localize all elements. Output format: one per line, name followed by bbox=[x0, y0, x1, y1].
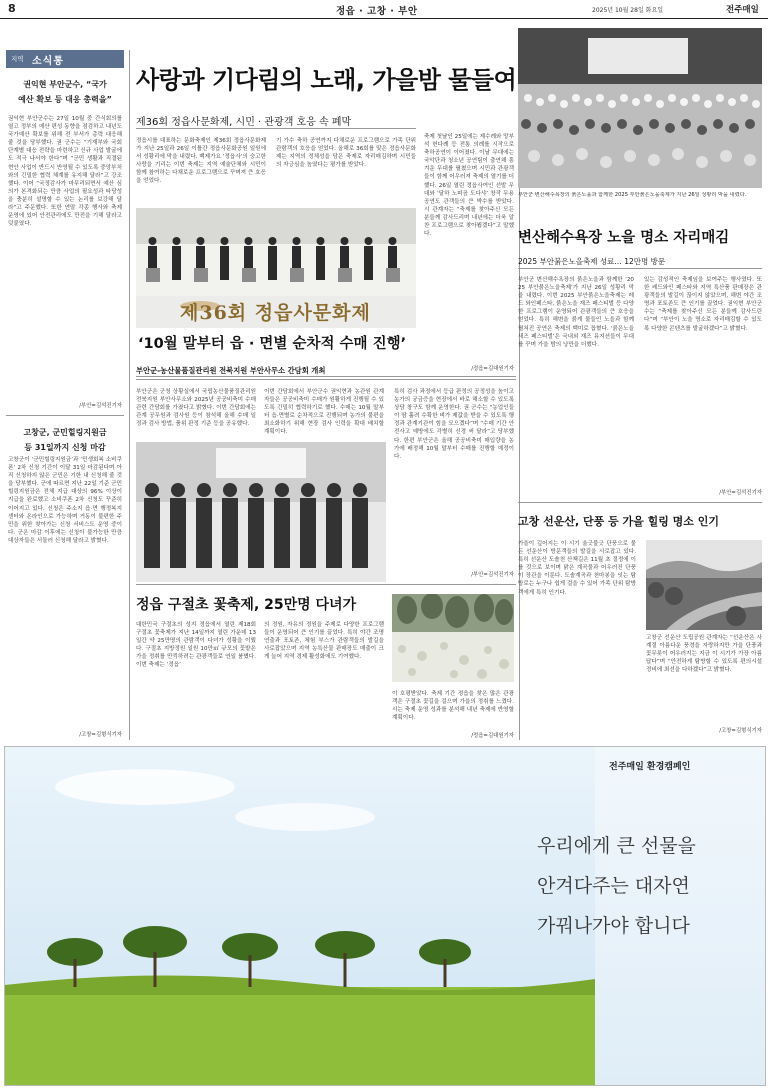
lead-byline: /정읍=김대원기자 bbox=[471, 366, 514, 372]
meeting-byline: /부안=김석진기자 bbox=[471, 572, 514, 578]
sunset-bottom-rule bbox=[518, 502, 762, 503]
sidebar-story2-title-line1: 고창군, 군민힐링지원금 bbox=[23, 428, 107, 437]
lead-sub-rule bbox=[136, 128, 416, 129]
meeting-headline: ‘10월 말부터 읍 · 면별 순차적 수매 진행’ bbox=[138, 336, 407, 352]
sunset-sub-rule bbox=[518, 268, 762, 269]
sidebar-column-rule bbox=[129, 50, 130, 740]
sidebar-story1-body: 권익현 부안군수는 27일 10월 중 간식회의를 열고 정부의 예산 편성 동향을 점검하고 내년도 국가예산 확보를 위해 전 부서가 총력 대응해 줄 것을 당부했다. 권 군수는 “기재부와 국회 단계별 대응 전략을 마련하고 신규 사업 발굴에도 적극 나서야 한다”며 “군민 생활과 직결된 현안 사업이 반드시 반영될 수 있도록 중앙부처와의 긴밀한 협력 체계를 유지해 달라”고 강조했다. 이어 “국정감사가 마무리되면서 예산 심의가 본격화되는 만큼 사업의 필요성과 타당성을 충분히 설명할 수 있는 논리를 보강해 달라”고 주문했다. 또한 연말 각종 행사와 축제 운영에 있어 안전관리에도 만전을 기해 달라고 덧붙였다. bbox=[8, 116, 122, 228]
lead-body-col2: 기 가수 축하 공연까지 다채로운 프로그램으로 가족 단위 관람객의 호응을 얻었다. 올해로 36회를 맞은 정읍사문화제는 지역의 정체성을 담은 축제로 자리매김하며 시민들의 자긍심을 높였다는 평가를 받았다. bbox=[276, 138, 416, 169]
sidebar bbox=[6, 50, 124, 740]
gochang-headline: 고창 선운산, 단풍 등 가을 힐링 명소 인기 bbox=[518, 515, 720, 528]
sidebar-divider bbox=[6, 415, 124, 416]
lead-body-col3: 축제 첫날인 25일에는 제수례와 망부석 헌다례 등 전통 의례를 시작으로 축하공연이 이어졌다. 이날 무대에는 국악단과 청소년 공연팀이 출연해 흥겨운 무대를 펼쳤으며 시민과 관광객들이 함께 어우러져 축제의 열기를 더했다. 26일 열린 정읍사여인 선발 무대와 ‘달하 노피곰 도다샤’ 창작 무용 공연도 관객들의 큰 박수를 받았다. 시 관계자는 “축제를 찾아주신 모든 분들께 감사드리며 내년에는 더욱 알찬 프로그램으로 찾아뵙겠다”고 말했다. bbox=[424, 134, 514, 238]
sunset-photo-caption: 부안군 변산해수욕장의 붉은노을과 함께한 2025 부안붉은노을축제가 지난 26일 성황리 막을 내렸다. bbox=[518, 192, 747, 198]
gochang-photo bbox=[646, 540, 762, 630]
sidebar-story1-title-line1: 권익현 부안군수, “국가 bbox=[23, 80, 107, 89]
lead-subhead: 제36회 정읍사문화제, 시민 · 관광객 호응 속 폐막 bbox=[136, 117, 352, 128]
meeting-photo bbox=[136, 442, 386, 582]
festival-body-col3: 이 호평받았다. 축제 기간 정읍을 찾은 많은 관광객은 구절초 꽃길을 걸으며 가을의 정취를 느꼈다. 시는 축제 운영 성과를 분석해 내년 축제에 반영할 계획이다. bbox=[392, 691, 514, 722]
sunset-festival-photo bbox=[518, 28, 762, 188]
festival-body-col1: 대한민국 구절초의 성지 정읍에서 열린 제18회 구절초 꽃축제가 지난 14일까지 열린 가운데 13일간 약 25만명의 관람객이 다녀가 성황을 이뤘다. 구절초 지방정원 일원 10만㎡ 규모의 꽃밭은 가을 정취를 만끽하려는 관광객들로 연일 붐볐다. 이번 축제는 ‘정읍’ bbox=[136, 622, 256, 669]
sidebar-story2-body: 고창군이 ‘군민힐링지원금’과 ‘민생회복 소비쿠폰’ 2차 신청 기간이 이달 31일 마감된다며 아직 신청하지 않은 군민은 기한 내 신청해 줄 것을 당부했다. 군에 따르면 지난 22일 기준 군민힐링지원금은 전체 지급 대상의 96% 이상이 지급을 완료했고 소비쿠폰 2차 신청도 꾸준히 이어지고 있다. 신청은 주소지 읍·면 행정복지센터와 온라인으로 가능하며 거동이 불편한 주민을 위한 찾아가는 신청 서비스도 운영 중이다. 군은 마감 이후에는 신청이 불가능한 만큼 대상자들은 서둘러 신청해 달라고 밝혔다. bbox=[8, 457, 122, 544]
sunset-photo-graphic bbox=[518, 28, 762, 188]
sunset-subhead: 2025 부안붉은노을축제 성료… 12만명 방문 bbox=[518, 257, 666, 266]
ad-message-line1: 우리에게 큰 선물을 bbox=[537, 835, 696, 857]
gochang-photo-graphic bbox=[646, 540, 762, 630]
sunset-body-col2: 있는 감성적인 축제임을 보여주는 행사였다. 또한 레드와인 페스타와 지역 특산품 판매장은 관광객들의 발길이 끊이지 않았으며, 해변 야간 조명과 포토존도 큰 인기를 끌었다. 권익현 부안군수는 “축제를 찾아주신 모든 분들께 감사드린다”며 “부안이 노을 명소로 자리매김할 수 있도록 다양한 콘텐츠를 발굴하겠다”고 밝혔다. bbox=[644, 277, 762, 332]
section-title: 정읍 · 고창 · 부안 bbox=[336, 6, 418, 17]
ad-campaign-title: 전주매일 환경캠페인 bbox=[609, 762, 691, 772]
paper-name: 전주매일 bbox=[726, 5, 759, 15]
meeting-bottom-rule bbox=[136, 584, 516, 585]
meeting-subhead: 부안군-농산물품질관리원 전북지원 부안사무소 간담회 개최 bbox=[136, 366, 326, 375]
festival-photo-graphic bbox=[392, 594, 514, 682]
issue-date: 2025년 10월 28일 화요일 bbox=[592, 7, 664, 14]
meeting-body-col1: 부안군은 군청 상황실에서 국립농산물품질관리원 전북지원 부안사무소와 2025년 공공비축미 수매 관련 간담회를 가졌다고 밝혔다. 이번 간담회에는 관계 공무원과 검사원 등이 참석해 올해 수매 일정과 검사 방법, 품위 판정 기준 등을 공유했다. bbox=[136, 389, 256, 428]
meeting-sub-rule bbox=[136, 379, 516, 380]
meeting-body-col3: 특히 검사 과정에서 등급 판정의 공정성을 높이고 농가의 궁금증을 현장에서 바로 해소할 수 있도록 상담 창구도 함께 운영한다. 권 군수는 “농업인들이 땀 흘려 수확한 벼가 제값을 받을 수 있도록 행정과 관계기관이 힘을 모으겠다”며 “수매 기간 안전사고 예방에도 각별히 신경 써 달라”고 당부했다. 한편 부안군은 올해 공공비축미 매입량을 농가에 배정해 10월 말부터 수매를 진행할 예정이다. bbox=[394, 389, 514, 460]
lead-bottom-rule bbox=[136, 376, 516, 377]
festival-photo bbox=[392, 594, 514, 682]
sunset-body-col1: 부안군 변산해수욕장의 붉은노을과 함께한 ‘2025 부안붉은노을축제’가 지난 26일 성황리 막을 내렸다. 이번 2025 부안붉은노을축제는 레드 와인페스타, 붉은노을 재즈 페스티벌 등 다양한 프로그램이 운영되어 관광객들의 큰 호응을 얻었다. 특히 해변을 붉게 물들인 노을과 함께 펼쳐진 공연은 축제의 백미로 꼽혔다. ‘붉은노을 새즈 페스티벌’은 국내외 재즈 뮤지션들이 무대를 꾸며 가을 밤의 낭만을 더했다. bbox=[518, 277, 634, 348]
environment-ad bbox=[4, 746, 766, 1086]
lead-headline: 사랑과 기다림의 노래, 가을밤 물들여 bbox=[136, 66, 517, 94]
gochang-byline: /고창=김형식기자 bbox=[719, 728, 762, 734]
sidebar-label-news: 소식통 bbox=[32, 56, 64, 67]
gochang-photo-caption: 고창군 선운산 도립공원 관계자는 “선운산은 사계절 아름다운 풍경을 자랑하지만 가을 단풍과 꽃무릇이 어우러지는 지금 이 시기가 가장 아름답다”며 “안전하게 탐방할 수 있도록 편의시설 정비에 최선을 다하겠다”고 밝혔다. bbox=[646, 635, 762, 674]
lead-body-col1: 정읍시를 대표하는 문화축제인 제36회 정읍사문화제가 지난 25일과 26일 이틀간 정읍사문화공원 일원에서 성황리에 막을 내렸다. 백제가요 ‘정읍사’의 숭고한 사랑을 기리는 이번 축제는 지역 예술단체와 시민이 함께 참여하는 다채로운 프로그램으로 꾸며져 큰 호응을 얻었다. bbox=[136, 138, 266, 185]
meeting-body-col2: 이번 간담회에서 부안군수 권익현과 농관원 관계자들은 공공비축미 수매가 원활하게 진행될 수 있도록 긴밀히 협력하기로 했다. 수매는 10월 말부터 읍·면별로 순차적으로 진행되며 농가의 불편을 최소화하기 위해 현장 검사 인력을 확대 배치할 계획이다. bbox=[264, 389, 384, 436]
page-number: 8 bbox=[8, 2, 16, 15]
festival-headline: 정읍 구절초 꽃축제, 25만명 다녀가 bbox=[136, 597, 357, 613]
ad-message-line3: 가꿔나가야 합니다 bbox=[537, 915, 690, 937]
sidebar-label-region: 지역 bbox=[11, 55, 24, 63]
ad-message-line2: 안겨다주는 대자연 bbox=[537, 875, 690, 897]
festival-body-col2: 의 정원, 자유의 정원을 주제로 다양한 프로그램들이 운영되어 큰 인기를 끌었다. 특히 야간 조명 연출과 포토존, 체험 부스가 관람객들의 발길을 사로잡았으며 지역 농특산물 판매장도 매출이 크게 늘어 지역 경제 활성화에도 기여했다. bbox=[264, 622, 384, 661]
sidebar-story1-title-line2: 예산 확보 등 대응 총력을” bbox=[18, 95, 112, 104]
page-header bbox=[0, 0, 768, 19]
sidebar-story2-byline: /고창=김형식기자 bbox=[79, 732, 122, 738]
sidebar-story1-byline: /부안=김석진기자 bbox=[79, 403, 122, 409]
festival-byline: /정읍=김대원기자 bbox=[471, 733, 514, 739]
meeting-photo-graphic bbox=[136, 442, 386, 582]
gochang-body-col1: 가을이 깊어지는 이 시기 울긋불긋 단풍으로 물든 선운산이 방문객들의 발길을 사로잡고 있다. 특히 선운산 도솔천 산책길은 11월 초 절정에 이를 것으로 보이며 맑은 계곡물과 어우러진 단풍이 장관을 이룬다. 도솔계곡과 천마봉을 잇는 탐방로는 누구나 쉽게 걸을 수 있어 가족 단위 탐방객에게 특히 인기다. bbox=[518, 541, 636, 596]
sunset-byline: /부안=김석진기자 bbox=[719, 490, 762, 496]
lead-photo-banner: 제36회 정읍사문화제 bbox=[180, 302, 371, 324]
lead-photo bbox=[136, 208, 416, 328]
sunset-headline: 변산해수욕장 노을 명소 자리매김 bbox=[518, 230, 730, 246]
sidebar-story2-title-line2: 등 31일까지 신청 마감 bbox=[24, 443, 106, 452]
sidebar-label-box bbox=[6, 50, 124, 68]
